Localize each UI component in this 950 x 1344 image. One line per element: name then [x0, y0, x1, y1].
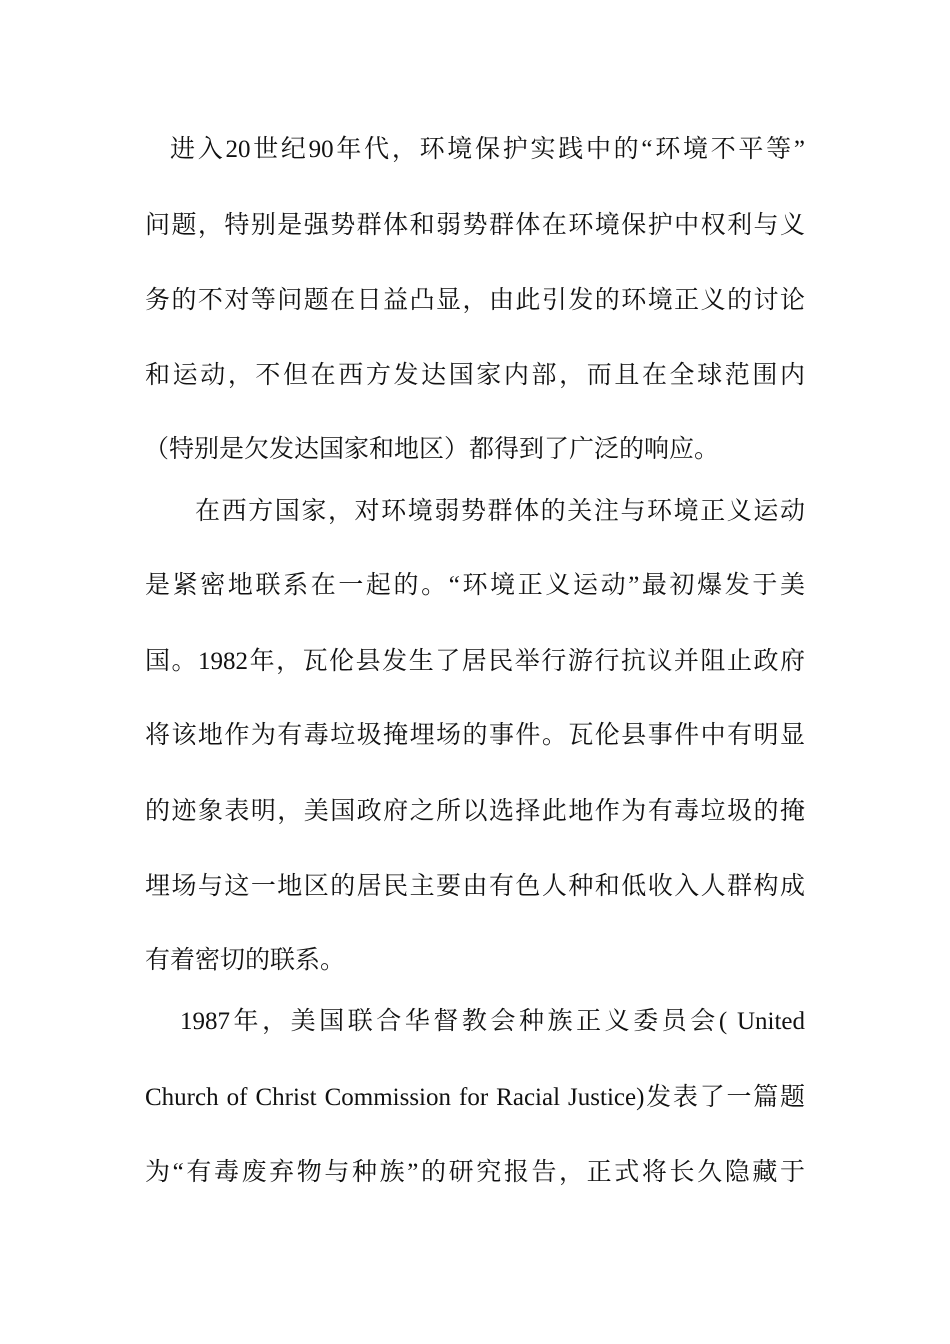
paragraph-1-line-3: 务的不对等问题在日益凸显，由此引发的环境正义的讨论	[145, 287, 805, 314]
paragraph-2-line-4: 将该地作为有毒垃圾掩埋场的事件。瓦伦县事件中有明显	[145, 722, 805, 749]
paragraph-2-line-1: 在西方国家，对环境弱势群体的关注与环境正义运动	[195, 498, 805, 525]
paragraph-2-line-2: 是紧密地联系在一起的。“环境正义运动”最初爆发于美	[145, 572, 805, 599]
paragraph-1-line-2: 问题，特别是强势群体和弱势群体在环境保护中权利与义	[145, 212, 805, 239]
paragraph-3-line-3: 为“有毒废弃物与种族”的研究报告，正式将长久隐藏于	[145, 1159, 805, 1186]
paragraph-2-line-7: 有着密切的联系。	[145, 947, 346, 974]
paragraph-2-line-6: 埋场与这一地区的居民主要由有色人种和低收入人群构成	[145, 873, 805, 900]
paragraph-1-line-4: 和运动，不但在西方发达国家内部，而且在全球范围内	[145, 362, 805, 389]
paragraph-1-line-1: 进入20世纪90年代，环境保护实践中的“环境不平等”	[170, 136, 805, 163]
paragraph-2-line-3: 国。1982年，瓦伦县发生了居民举行游行抗议并阻止政府	[145, 648, 805, 675]
paragraph-1-line-5: （特别是欠发达国家和地区）都得到了广泛的响应。	[144, 436, 720, 463]
paragraph-3-line-2: Church of Christ Commission for Racial Justice)发表了一篇题	[145, 1084, 805, 1111]
paragraph-2-line-5: 的迹象表明，美国政府之所以选择此地作为有毒垃圾的掩	[145, 798, 805, 825]
paragraph-3-line-1: 1987年，美国联合华督教会种族正义委员会( United	[180, 1008, 805, 1035]
